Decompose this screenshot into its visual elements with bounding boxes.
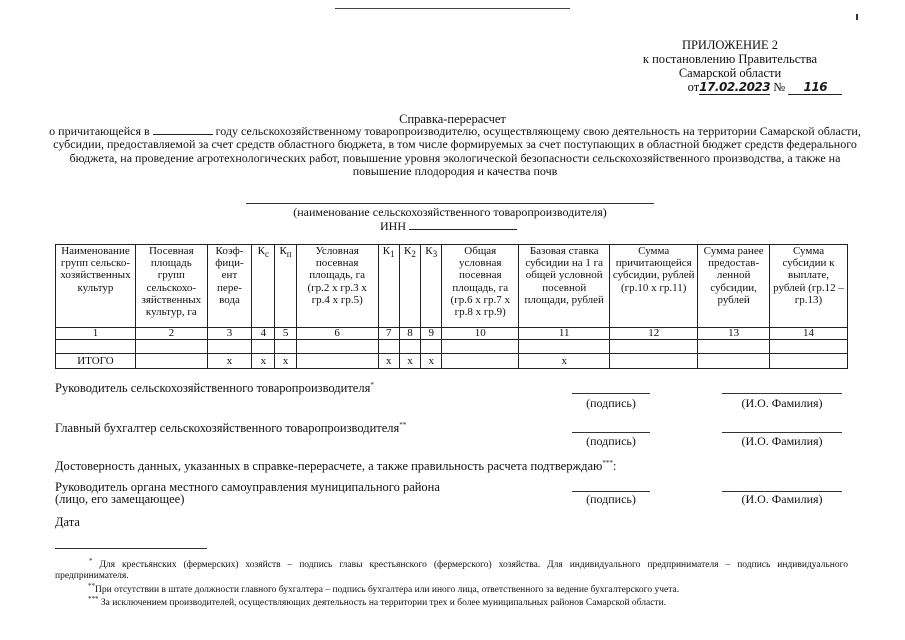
municipal-signature-caption: (подпись) (586, 492, 636, 506)
head-signature-label: Руководитель сельскохозяйственного товаропроизводителя* (55, 381, 374, 396)
header-conditional-area: Условная посевная площадь, га (гр.2 x гр.3 x гр.4 x гр.5) (296, 245, 378, 328)
table-cell: x (252, 354, 275, 369)
footnote-3: *** За исключением производителей, осуществляющих деятельность на территории трех и более муниципальных районов Самарской области. (88, 595, 667, 609)
order-prefix: от (687, 80, 700, 94)
table-header-row (56, 245, 848, 328)
table-cell: 9 (421, 328, 442, 340)
confirmation-label: Достоверность данных, указанных в справке-перерасчете, а также правильность расчета подтверждаю***: (55, 459, 617, 474)
inn-field (380, 218, 517, 234)
header-subsidy-payable: Сумма субсидии к выплате, рублей (гр.12 – гр.13) (770, 245, 848, 328)
table-cell: x (207, 354, 252, 369)
header-subsidy-due: Сумма причитающейся субсидии, рублей (гр.10 x гр.11) (610, 245, 698, 328)
header-crop-groups: Наименование групп сельско-хозяйственных культур (56, 245, 136, 328)
table-cell (698, 354, 770, 369)
header-k3: $К_3$ (421, 245, 442, 328)
accountant-signature-line (572, 432, 650, 433)
municipal-head-label: Руководитель органа местного самоуправления муниципального района (лицо, его замещающее) (55, 480, 440, 506)
head-signature-line (572, 393, 650, 394)
header-sown-area: Посевная площадь групп сельскохо-зяйственных культур, га (135, 245, 207, 328)
table-cell: 13 (698, 328, 770, 340)
appendix-block (600, 38, 860, 95)
order-number: 116 (788, 80, 842, 95)
header-k1: $К_1$ (378, 245, 399, 328)
appendix-region: Самарской области (678, 66, 782, 80)
table-row-empty (56, 340, 848, 354)
order-number-label: № (773, 80, 786, 94)
document-title: Справка-перерасчет (399, 112, 506, 126)
table-cell: 12 (610, 328, 698, 340)
table-cell (135, 354, 207, 369)
table-cell: 2 (135, 328, 207, 340)
document-description (40, 124, 870, 178)
producer-name-caption: (наименование сельскохозяйственного товаропроизводителя) (293, 205, 607, 219)
footnote-2: **При отсутствии в штате должности главного бухгалтера – подпись бухгалтера или иного лица, ответственного за ведение бухгалтерского учета. (88, 582, 680, 596)
date-label: Дата (55, 515, 80, 529)
header-kc: $К_с$ (252, 245, 275, 328)
total-label: ИТОГО (56, 354, 136, 369)
table-cell: 5 (275, 328, 296, 340)
footnote-mark: ** (88, 582, 95, 590)
municipal-name-caption: (И.О. Фамилия) (741, 492, 823, 506)
header-conversion-coef: Коэф-фици-ент пере-вода (207, 245, 252, 328)
header-kp: $К_п$ (275, 245, 296, 328)
table-cell: x (519, 354, 610, 369)
header-subsidy-previous: Сумма ранее предостав-ленной субсидии, рублей (698, 245, 770, 328)
table-cell: 4 (252, 328, 275, 340)
inn-label: ИНН (380, 219, 406, 233)
top-edge-line (335, 8, 570, 9)
appendix-title: ПРИЛОЖЕНИЕ 2 (681, 38, 779, 52)
footnote-mark: * (89, 557, 93, 565)
footnote-1: * Для крестьянских (фермерских) хозяйств – подпись главы крестьянского (фермерского) хозяйства. Для индивидуального предпринимателя – подпись индивидуального предпринимателя. (55, 557, 848, 582)
footnote-mark: *** (88, 595, 99, 603)
table-cell: 7 (378, 328, 399, 340)
accountant-signature-caption: (подпись) (586, 434, 636, 448)
head-signature-caption: (подпись) (586, 396, 636, 410)
table-cell: 1 (56, 328, 136, 340)
footnote-mark: * (370, 381, 374, 389)
producer-name-line (246, 203, 654, 204)
footnote-separator (55, 548, 207, 549)
accountant-name-caption: (И.О. Фамилия) (741, 434, 823, 448)
table-cell: 11 (519, 328, 610, 340)
order-reference (688, 80, 843, 95)
table-cell: x (421, 354, 442, 369)
table-row-column-numbers (56, 328, 848, 340)
accountant-signature-label: Главный бухгалтер сельскохозяйственного товаропроизводителя** (55, 421, 407, 436)
header-total-area: Общая условная посевная площадь, га (гр.6 x гр.7 x гр.8 x гр.9) (442, 245, 519, 328)
table-cell: 14 (770, 328, 848, 340)
table-cell: x (399, 354, 420, 369)
head-name-caption: (И.О. Фамилия) (741, 396, 823, 410)
table-cell: 8 (399, 328, 420, 340)
table-cell (770, 354, 848, 369)
table-cell: x (275, 354, 296, 369)
table-cell (296, 354, 378, 369)
description-part1: о причитающейся в (49, 124, 150, 138)
corner-mark (856, 14, 858, 20)
header-base-rate: Базовая ставка субсидии на 1 га общей условной посевной площади, рублей (519, 245, 610, 328)
table-row-total (56, 354, 848, 369)
calculation-table (55, 244, 848, 369)
year-blank (153, 124, 213, 135)
inn-blank (409, 218, 517, 230)
table-cell: x (378, 354, 399, 369)
footnote-mark: ** (399, 421, 407, 429)
table-cell (442, 354, 519, 369)
order-date: 17.02.2023 (699, 80, 771, 94)
table-cell (610, 354, 698, 369)
accountant-name-line (722, 432, 842, 433)
appendix-subtitle: к постановлению Правительства (642, 52, 818, 66)
table-cell: 3 (207, 328, 252, 340)
description-part2: году сельскохозяйственному товаропроизводителю, осуществляющему свою деятельность на территории Самарской области, субсидии, предоставляемой за счет средств областного бюджета, в том числе формируемых за счет поступающих в областной бюджет средств федерального бюджета, на проведение агротехнологических работ, повышение уровня экологической безопасности сельскохозяйственного производства, а также на повышение плодородия и качества почв (53, 124, 861, 178)
header-k2: $К_2$ (399, 245, 420, 328)
head-name-line (722, 393, 842, 394)
footnote-mark: *** (602, 459, 613, 467)
table-cell: 10 (442, 328, 519, 340)
table-cell: 6 (296, 328, 378, 340)
